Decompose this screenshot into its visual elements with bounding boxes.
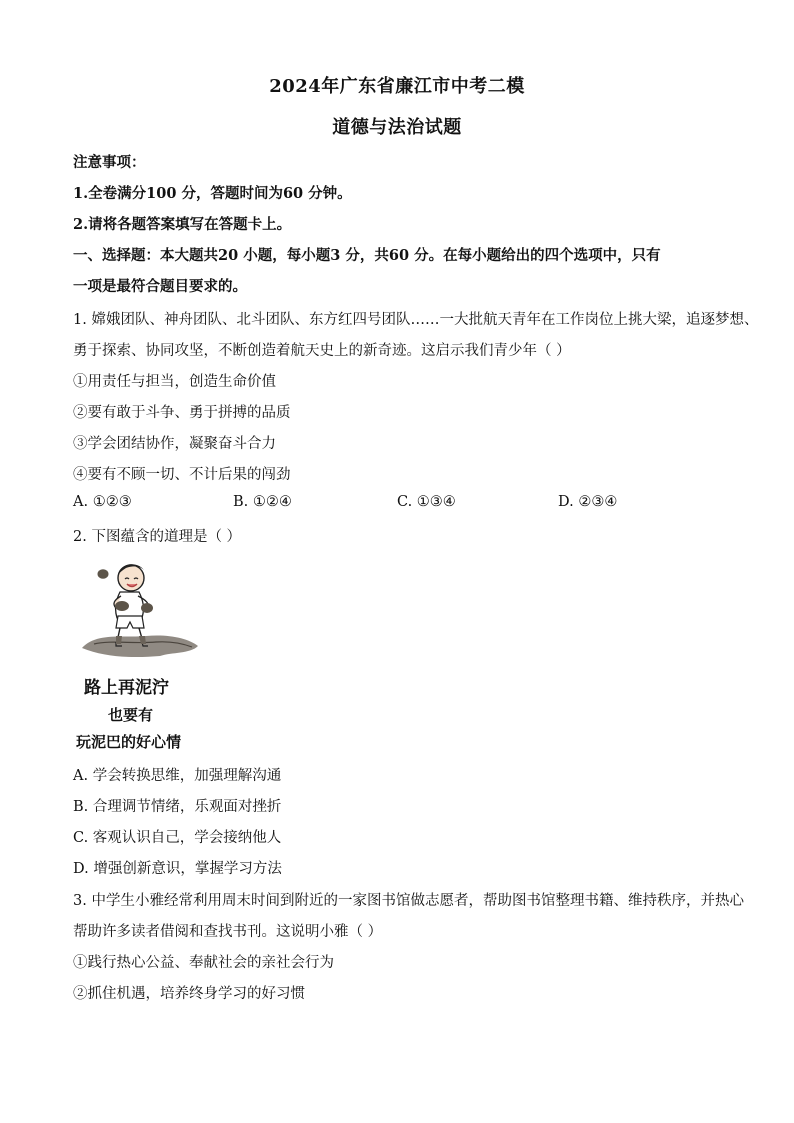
child-playing-mud-illustration: [76, 552, 206, 757]
q1-item: ②要有敢于斗争、勇于拼搏的品质: [73, 405, 291, 421]
exam-subject: 道德与法治试题: [332, 117, 462, 138]
q3-stem-cont: 帮助许多读者借阅和查找书刊。这说明小雅（ ）: [73, 924, 383, 940]
cartoon-caption-line: 也要有: [108, 706, 154, 724]
q2-option-a[interactable]: A. 学会转换思维，加强理解沟通: [73, 768, 282, 784]
q2-cartoon: [76, 552, 206, 757]
q1-option-a[interactable]: A. ①②③: [73, 494, 132, 510]
q3-item: ①践行热心公益、奉献社会的亲社会行为: [73, 955, 334, 971]
q1-stem-cont: 勇于探索、协同攻坚，不断创造着航天史上的新奇迹。这启示我们青少年（ ）: [73, 343, 571, 359]
q1-option-b[interactable]: B. ①②④: [233, 494, 292, 510]
q1-options: [73, 494, 733, 514]
q3-item: ②抓住机遇，培养终身学习的好习惯: [73, 986, 305, 1002]
exam-title: 2024年广东省廉江市中考二模: [269, 76, 525, 97]
q1-option-c[interactable]: C. ①③④: [397, 494, 456, 510]
notes-heading: 注意事项：: [73, 154, 146, 171]
q2-option-d[interactable]: D. 增强创新意识，掌握学习方法: [73, 861, 282, 877]
q1-item: ④要有不顾一切、不计后果的闯劲: [73, 467, 291, 483]
q2-option-c[interactable]: C. 客观认识自己，学会接纳他人: [73, 830, 282, 846]
note-item: 2.请将各题答案填写在答题卡上。: [73, 216, 292, 233]
q1-stem: 1. 嫦娥团队、神舟团队、北斗团队、东方红四号团队……一大批航天青年在工作岗位上挑大梁，追逐梦想、: [73, 312, 759, 328]
q1-item: ①用责任与担当，创造生命价值: [73, 374, 276, 390]
q3-stem: 3. 中学生小雅经常利用周末时间到附近的一家图书馆做志愿者，帮助图书馆整理书籍、维持秩序，并热心: [73, 893, 744, 909]
section-instructions: 一、选择题：本大题共20 小题，每小题3 分，共60 分。在每小题给出的四个选项中，只有: [73, 247, 661, 264]
q2-option-b[interactable]: B. 合理调节情绪，乐观面对挫折: [73, 799, 282, 815]
q1-option-d[interactable]: D. ②③④: [558, 494, 618, 510]
cartoon-caption-line: 玩泥巴的好心情: [76, 733, 182, 751]
note-item: 1.全卷满分100 分，答题时间为60 分钟。: [73, 185, 352, 202]
cartoon-caption-line: 路上再泥泞: [84, 678, 169, 698]
q1-item: ③学会团结协作，凝聚奋斗合力: [73, 436, 276, 452]
q2-stem: 2. 下图蕴含的道理是（ ）: [73, 529, 242, 545]
section-instructions-cont: 一项是最符合题目要求的。: [73, 278, 247, 295]
